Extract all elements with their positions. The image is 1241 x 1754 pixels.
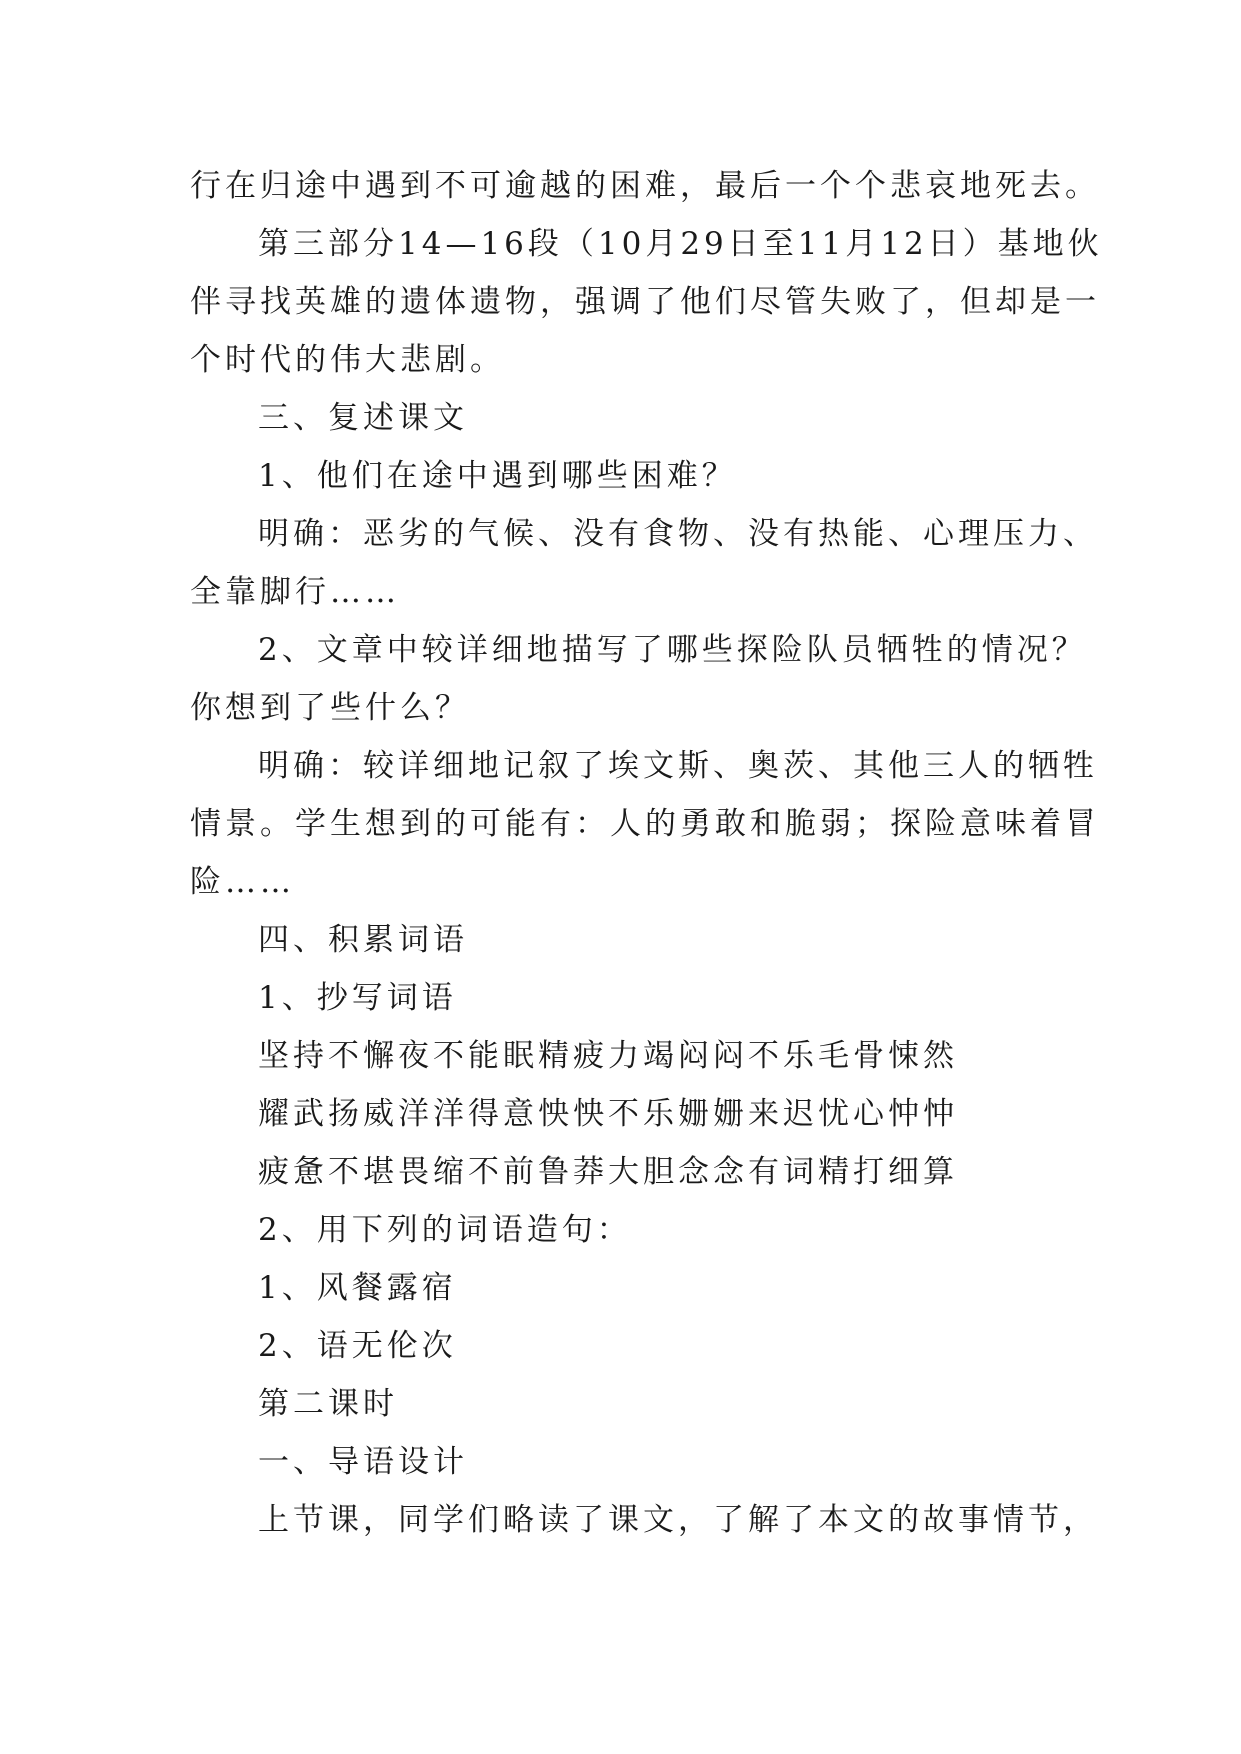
answer-text: 明确：恶劣的气候、没有食物、没有热能、心理压力、 bbox=[258, 516, 1098, 552]
answer-text: 险…… bbox=[190, 864, 295, 900]
lesson-heading: 第二课时 bbox=[258, 1386, 398, 1422]
question-item: 你想到了些什么？ bbox=[190, 690, 470, 726]
text-line: 个时代的伟大悲剧。 bbox=[190, 342, 505, 378]
section-heading: 四、积累词语 bbox=[258, 922, 468, 958]
word-list: 耀武扬威洋洋得意怏怏不乐姗姗来迟忧心忡忡 bbox=[258, 1096, 958, 1132]
question-item: 1、他们在途中遇到哪些困难？ bbox=[258, 458, 737, 494]
question-item: 2、文章中较详细地描写了哪些探险队员牺牲的情况？ bbox=[258, 632, 1087, 668]
text-line: 行在归途中遇到不可逾越的困难，最后一个个悲哀地死去。 bbox=[190, 168, 1100, 204]
section-heading: 三、复述课文 bbox=[258, 400, 468, 436]
subsection-heading: 2、用下列的词语造句： bbox=[258, 1212, 632, 1248]
text-line: 上节课，同学们略读了课文，了解了本文的故事情节， bbox=[258, 1502, 1098, 1538]
answer-text: 情景。学生想到的可能有：人的勇敢和脆弱；探险意味着冒 bbox=[190, 806, 1100, 842]
list-item: 2、语无伦次 bbox=[258, 1328, 457, 1364]
answer-text: 全靠脚行…… bbox=[190, 574, 400, 610]
list-item: 1、风餐露宿 bbox=[258, 1270, 457, 1306]
text-line: 第三部分14—16段（10月29日至11月12日）基地伙 bbox=[258, 226, 1103, 262]
section-heading: 一、导语设计 bbox=[258, 1444, 468, 1480]
document-body bbox=[190, 157, 1103, 1549]
answer-text: 明确：较详细地记叙了埃文斯、奥茨、其他三人的牺牲 bbox=[258, 748, 1098, 784]
word-list: 坚持不懈夜不能眠精疲力竭闷闷不乐毛骨悚然 bbox=[258, 1038, 958, 1074]
subsection-heading: 1、抄写词语 bbox=[258, 980, 457, 1016]
word-list: 疲惫不堪畏缩不前鲁莽大胆念念有词精打细算 bbox=[258, 1154, 958, 1190]
text-line: 伴寻找英雄的遗体遗物，强调了他们尽管失败了，但却是一 bbox=[190, 284, 1100, 320]
